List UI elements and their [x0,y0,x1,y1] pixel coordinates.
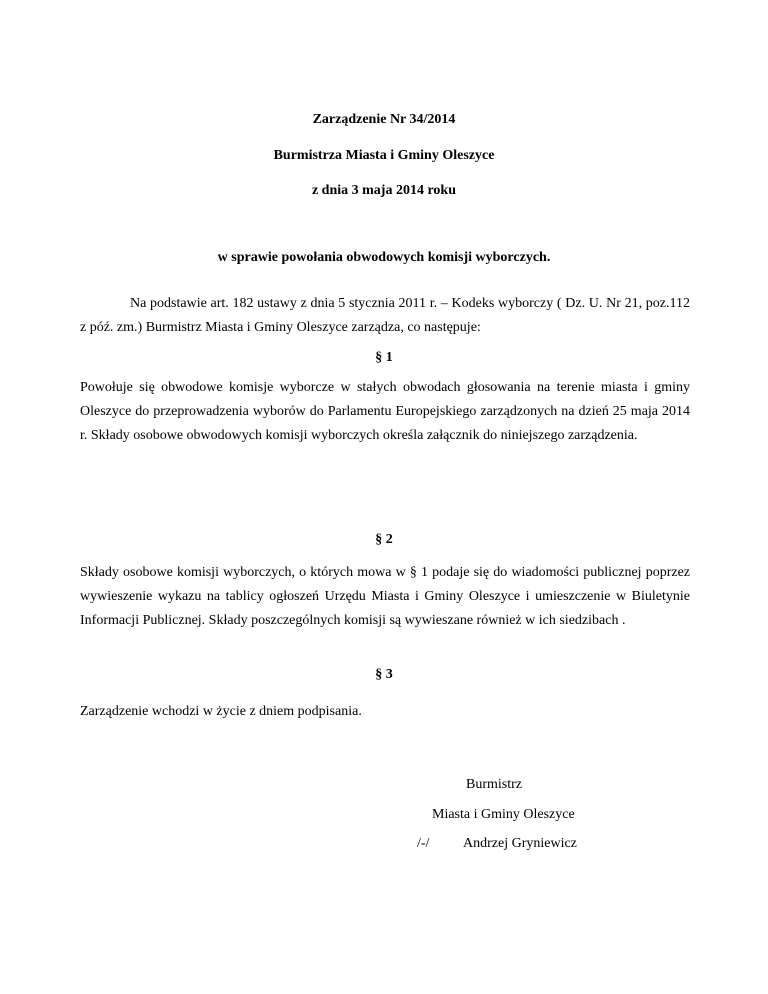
section-3-heading: § 3 [375,667,393,682]
document-subject: w sprawie powołania obwodowych komisji wyborczych. [217,250,551,265]
preamble-paragraph: Na podstawie art. 182 ustawy z dnia 5 stycznia 2011 r. – Kodeks wyborczy ( Dz. U. Nr 21, poz.112 z póź. zm.) Burmistrz Miasta i Gminy Oleszyce zarządza, co następuje: [80,296,690,335]
section-1-heading: § 1 [375,350,393,365]
document-title: Zarządzenie Nr 34/2014 [312,112,456,127]
signature-mark: /-/ [417,836,430,851]
signature-name: Andrzej Gryniewicz [463,836,577,851]
signature-role: Burmistrz [466,777,522,792]
section-2-text: Składy osobowe komisji wyborczych, o których mowa w § 1 podaje się do wiadomości publicznej poprzez wywieszenie wykazu na tablicy ogłoszeń Urzędu Miasta i Gminy Oleszyce i umieszczenie w Biuletynie Informacji Publicznej. Składy poszczególnych komisji są wywieszane również w ich siedzibach . [80,565,690,628]
document-issuer: Burmistrza Miasta i Gminy Oleszyce [273,148,495,163]
document-date: z dnia 3 maja 2014 roku [311,183,457,198]
section-1-text: Powołuje się obwodowe komisje wyborcze w stałych obwodach głosowania na terenie miasta i gminy Oleszyce do przeprowadzenia wyborów do Parlamentu Europejskiego zarządzonych na dzień 25 maja 2014 r. Składy osobowe obwodowych komisji wyborczych określa załącznik do niniejszego zarządzenia. [80,380,690,443]
section-3-text: Zarządzenie wchodzi w życie z dniem podpisania. [80,704,362,719]
signature-office: Miasta i Gminy Oleszyce [432,807,575,822]
section-2-heading: § 2 [375,532,393,547]
